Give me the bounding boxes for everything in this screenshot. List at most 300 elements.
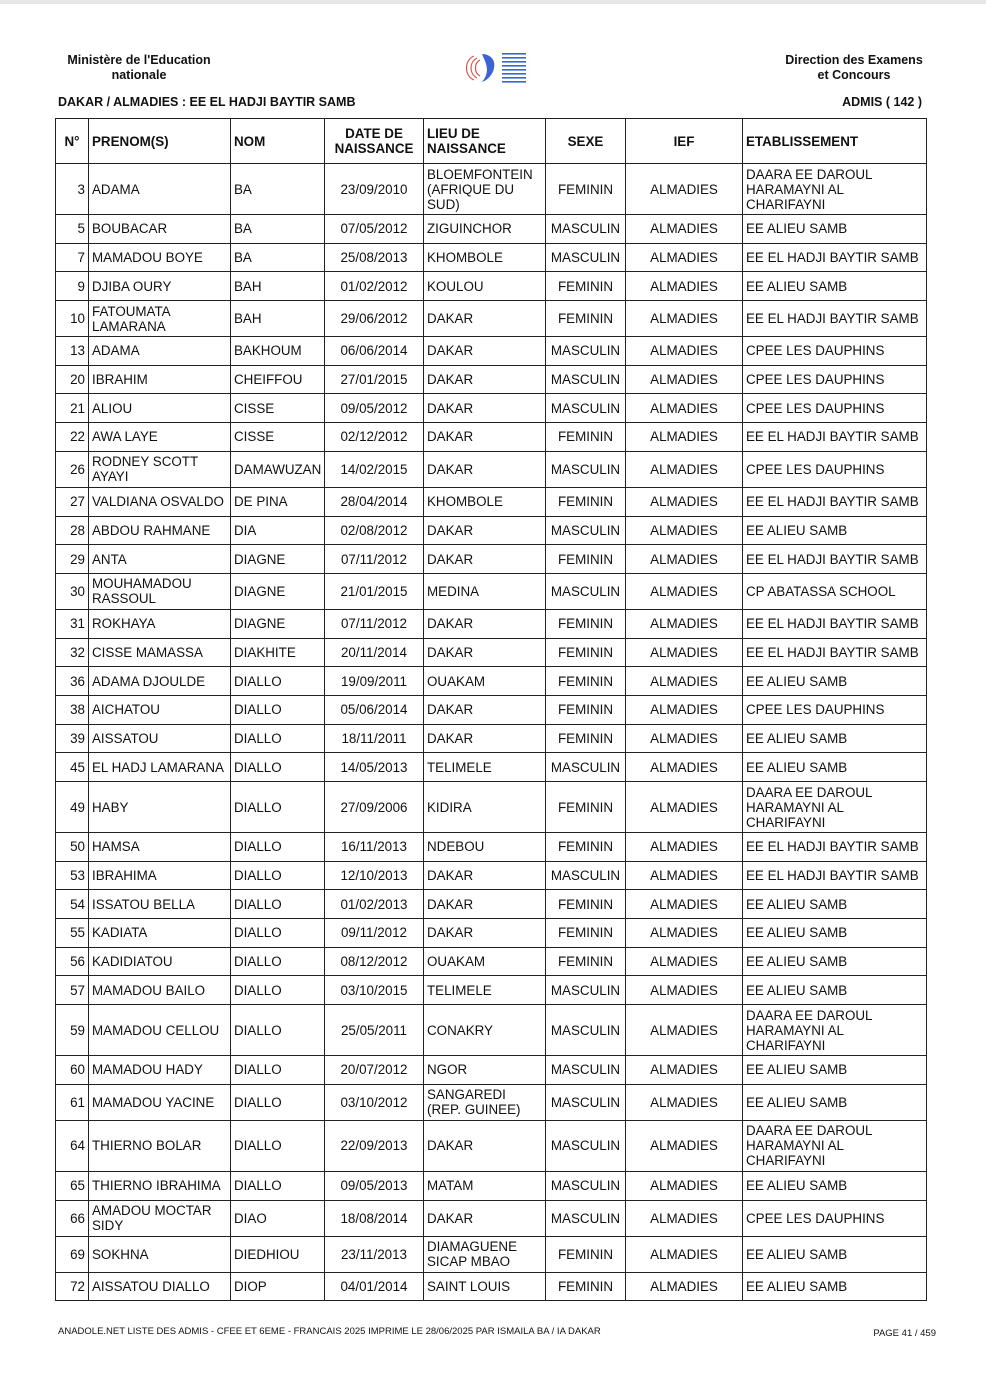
cell-nom: DIALLO [231,1120,325,1171]
table-row [56,365,927,394]
cell-etablissement: EE ALIEU SAMB [743,215,927,244]
cell-lieu: DAKAR [424,724,546,753]
admis-table [55,118,927,1301]
cell-date: 20/07/2012 [325,1056,424,1085]
cell-etablissement: EE ALIEU SAMB [743,272,927,301]
cell-num: 69 [56,1236,89,1272]
cell-ief: ALMADIES [626,365,743,394]
cell-num: 56 [56,947,89,976]
cell-num: 55 [56,919,89,948]
cell-lieu: DAKAR [424,545,546,574]
cell-sexe: MASCULIN [546,1200,626,1236]
cell-ief: ALMADIES [626,516,743,545]
cell-etablissement: DAARA EE DAROUL HARAMAYNI AL CHARIFAYNI [743,164,927,215]
cell-date: 02/12/2012 [325,423,424,452]
cell-nom: DIALLO [231,976,325,1005]
table-row [56,1084,927,1120]
cell-date: 25/05/2011 [325,1005,424,1056]
cell-etablissement: EE ALIEU SAMB [743,947,927,976]
cell-lieu: DAKAR [424,695,546,724]
table-row [56,947,927,976]
cell-prenom: THIERNO IBRAHIMA [89,1171,231,1200]
cell-nom: DIALLO [231,1171,325,1200]
ministry-line-1: Ministère de l'Education [67,53,211,67]
cell-prenom: AISSATOU [89,724,231,753]
cell-etablissement: DAARA EE DAROUL HARAMAYNI AL CHARIFAYNI [743,1120,927,1171]
cell-sexe: MASCULIN [546,215,626,244]
cell-lieu: KHOMBOLE [424,243,546,272]
cell-sexe: FEMININ [546,919,626,948]
cell-date: 02/08/2012 [325,516,424,545]
cell-date: 12/10/2013 [325,861,424,890]
cell-etablissement: EE ALIEU SAMB [743,1272,927,1301]
cell-num: 13 [56,337,89,366]
cell-ief: ALMADIES [626,337,743,366]
cell-prenom: RODNEY SCOTT AYAYI [89,451,231,487]
cell-lieu: SANGAREDI (REP. GUINEE) [424,1084,546,1120]
ministry-name [56,53,222,83]
cell-ief: ALMADIES [626,1236,743,1272]
col-header-prenom: PRENOM(S) [89,119,231,164]
cell-num: 30 [56,573,89,609]
cell-nom: DIALLO [231,1084,325,1120]
table-row [56,337,927,366]
cell-sexe: MASCULIN [546,365,626,394]
cell-lieu: DAKAR [424,423,546,452]
cell-etablissement: EE ALIEU SAMB [743,1236,927,1272]
table-row [56,861,927,890]
cell-nom: DIALLO [231,753,325,782]
cell-sexe: MASCULIN [546,573,626,609]
cell-date: 22/09/2013 [325,1120,424,1171]
footer-page-number: PAGE 41 / 459 [873,1328,936,1339]
cell-nom: DIALLO [231,890,325,919]
cell-nom: DIALLO [231,782,325,833]
cell-nom: DIOP [231,1272,325,1301]
cell-sexe: MASCULIN [546,1084,626,1120]
table-row [56,545,927,574]
cell-prenom: FATOUMATA LAMARANA [89,301,231,337]
table-row [56,833,927,862]
cell-num: 9 [56,272,89,301]
cell-etablissement: EE ALIEU SAMB [743,976,927,1005]
cell-ief: ALMADIES [626,1005,743,1056]
col-header-lieu-line1: LIEU DE [427,126,480,141]
cell-date: 08/12/2012 [325,947,424,976]
table-row [56,890,927,919]
cell-lieu: DAKAR [424,451,546,487]
cell-prenom: BOUBACAR [89,215,231,244]
cell-date: 06/06/2014 [325,337,424,366]
cell-num: 3 [56,164,89,215]
cell-ief: ALMADIES [626,164,743,215]
cell-sexe: FEMININ [546,272,626,301]
cell-lieu: NDEBOU [424,833,546,862]
top-band [0,0,986,4]
cell-ief: ALMADIES [626,890,743,919]
cell-prenom: KADIATA [89,919,231,948]
cell-etablissement: EE ALIEU SAMB [743,919,927,948]
cell-prenom: CISSE MAMASSA [89,638,231,667]
cell-sexe: MASCULIN [546,976,626,1005]
cell-prenom: MOUHAMADOU RASSOUL [89,573,231,609]
cell-nom: DIALLO [231,695,325,724]
cell-sexe: FEMININ [546,833,626,862]
table-row [56,215,927,244]
cell-nom: BA [231,243,325,272]
cell-nom: DIALLO [231,1005,325,1056]
cell-prenom: THIERNO BOLAR [89,1120,231,1171]
cell-ief: ALMADIES [626,272,743,301]
cell-etablissement: EE EL HADJI BAYTIR SAMB [743,638,927,667]
cell-lieu: TELIMELE [424,976,546,1005]
cell-nom: CHEIFFOU [231,365,325,394]
cell-prenom: DJIBA OURY [89,272,231,301]
cell-prenom: HABY [89,782,231,833]
cell-nom: BA [231,215,325,244]
cell-prenom: VALDIANA OSVALDO [89,487,231,516]
cell-date: 14/02/2015 [325,451,424,487]
cell-lieu: DAKAR [424,1120,546,1171]
cell-ief: ALMADIES [626,753,743,782]
col-header-ief: IEF [626,119,743,164]
table-row [56,1056,927,1085]
cell-nom: BA [231,164,325,215]
cell-date: 16/11/2013 [325,833,424,862]
cell-num: 66 [56,1200,89,1236]
cell-nom: DAMAWUZAN [231,451,325,487]
cell-sexe: MASCULIN [546,861,626,890]
cell-date: 04/01/2014 [325,1272,424,1301]
cell-date: 18/08/2014 [325,1200,424,1236]
cell-ief: ALMADIES [626,667,743,696]
cell-nom: DIALLO [231,833,325,862]
cell-date: 01/02/2012 [325,272,424,301]
col-header-lieu [424,119,546,164]
cell-etablissement: CPEE LES DAUPHINS [743,451,927,487]
cell-nom: DE PINA [231,487,325,516]
admis-count: ADMIS ( 142 ) [842,95,922,109]
cell-num: 38 [56,695,89,724]
col-header-sexe: SEXE [546,119,626,164]
cell-num: 7 [56,243,89,272]
cell-date: 07/05/2012 [325,215,424,244]
cell-lieu: SAINT LOUIS [424,1272,546,1301]
cell-nom: DIAO [231,1200,325,1236]
ministry-logo-icon [460,50,528,86]
cell-ief: ALMADIES [626,919,743,948]
cell-nom: DIAKHITE [231,638,325,667]
cell-lieu: DIAMAGUENE SICAP MBAO [424,1236,546,1272]
cell-prenom: MAMADOU CELLOU [89,1005,231,1056]
cell-sexe: FEMININ [546,695,626,724]
cell-lieu: ZIGUINCHOR [424,215,546,244]
cell-etablissement: CPEE LES DAUPHINS [743,394,927,423]
cell-lieu: BLOEMFONTEIN (AFRIQUE DU SUD) [424,164,546,215]
cell-prenom: ADAMA DJOULDE [89,667,231,696]
cell-num: 28 [56,516,89,545]
cell-prenom: ABDOU RAHMANE [89,516,231,545]
cell-etablissement: EE EL HADJI BAYTIR SAMB [743,545,927,574]
col-header-date [325,119,424,164]
cell-ief: ALMADIES [626,301,743,337]
cell-prenom: KADIDIATOU [89,947,231,976]
cell-num: 49 [56,782,89,833]
cell-num: 57 [56,976,89,1005]
cell-num: 50 [56,833,89,862]
cell-date: 29/06/2012 [325,301,424,337]
table-header-row [56,119,927,164]
cell-num: 61 [56,1084,89,1120]
cell-num: 54 [56,890,89,919]
cell-etablissement: CPEE LES DAUPHINS [743,1200,927,1236]
cell-num: 26 [56,451,89,487]
cell-lieu: DAKAR [424,516,546,545]
cell-date: 21/01/2015 [325,573,424,609]
cell-sexe: FEMININ [546,782,626,833]
cell-date: 05/06/2014 [325,695,424,724]
cell-sexe: FEMININ [546,164,626,215]
table-row [56,638,927,667]
cell-date: 19/09/2011 [325,667,424,696]
table-row [56,1272,927,1301]
table-row [56,1171,927,1200]
cell-num: 29 [56,545,89,574]
cell-prenom: SOKHNA [89,1236,231,1272]
cell-ief: ALMADIES [626,724,743,753]
cell-etablissement: DAARA EE DAROUL HARAMAYNI AL CHARIFAYNI [743,782,927,833]
cell-prenom: IBRAHIM [89,365,231,394]
cell-date: 07/11/2012 [325,545,424,574]
cell-etablissement: EE EL HADJI BAYTIR SAMB [743,861,927,890]
cell-nom: CISSE [231,394,325,423]
cell-num: 60 [56,1056,89,1085]
cell-lieu: NGOR [424,1056,546,1085]
cell-sexe: FEMININ [546,890,626,919]
table-row [56,667,927,696]
cell-nom: BAKHOUM [231,337,325,366]
cell-num: 32 [56,638,89,667]
cell-etablissement: EE ALIEU SAMB [743,1056,927,1085]
table-row [56,243,927,272]
cell-ief: ALMADIES [626,243,743,272]
direction-line-2: et Concours [817,68,891,82]
cell-ief: ALMADIES [626,1200,743,1236]
table-row [56,1200,927,1236]
table-row [56,573,927,609]
cell-ief: ALMADIES [626,976,743,1005]
table-body [56,164,927,1301]
cell-nom: DIALLO [231,1056,325,1085]
cell-nom: DIA [231,516,325,545]
col-header-date-line2: NAISSANCE [334,141,414,156]
cell-date: 23/09/2010 [325,164,424,215]
cell-num: 59 [56,1005,89,1056]
cell-sexe: FEMININ [546,724,626,753]
cell-lieu: DAKAR [424,394,546,423]
cell-prenom: AMADOU MOCTAR SIDY [89,1200,231,1236]
cell-nom: CISSE [231,423,325,452]
table-row [56,272,927,301]
cell-etablissement: CPEE LES DAUPHINS [743,337,927,366]
cell-ief: ALMADIES [626,1272,743,1301]
cell-lieu: KIDIRA [424,782,546,833]
cell-date: 09/11/2012 [325,919,424,948]
cell-prenom: AICHATOU [89,695,231,724]
cell-lieu: OUAKAM [424,667,546,696]
cell-ief: ALMADIES [626,423,743,452]
cell-nom: DIALLO [231,667,325,696]
cell-date: 27/09/2006 [325,782,424,833]
cell-ief: ALMADIES [626,545,743,574]
cell-nom: BAH [231,301,325,337]
cell-lieu: DAKAR [424,890,546,919]
cell-sexe: FEMININ [546,487,626,516]
cell-prenom: MAMADOU YACINE [89,1084,231,1120]
cell-prenom: ADAMA [89,337,231,366]
cell-lieu: DAKAR [424,609,546,638]
cell-etablissement: EE EL HADJI BAYTIR SAMB [743,243,927,272]
cell-date: 18/11/2011 [325,724,424,753]
cell-prenom: ISSATOU BELLA [89,890,231,919]
cell-lieu: KOULOU [424,272,546,301]
cell-sexe: MASCULIN [546,1120,626,1171]
cell-etablissement: EE ALIEU SAMB [743,516,927,545]
cell-lieu: DAKAR [424,301,546,337]
cell-num: 20 [56,365,89,394]
cell-nom: DIEDHIOU [231,1236,325,1272]
cell-sexe: FEMININ [546,638,626,667]
table-row [56,516,927,545]
cell-sexe: FEMININ [546,947,626,976]
cell-lieu: DAKAR [424,365,546,394]
cell-num: 39 [56,724,89,753]
cell-ief: ALMADIES [626,1056,743,1085]
cell-lieu: DAKAR [424,919,546,948]
cell-date: 25/08/2013 [325,243,424,272]
cell-prenom: ROKHAYA [89,609,231,638]
center-title: DAKAR / ALMADIES : EE EL HADJI BAYTIR SAMB [58,95,356,109]
cell-lieu: DAKAR [424,638,546,667]
cell-num: 31 [56,609,89,638]
cell-lieu: DAKAR [424,1200,546,1236]
cell-sexe: MASCULIN [546,394,626,423]
table-row [56,753,927,782]
cell-ief: ALMADIES [626,609,743,638]
cell-etablissement: EE EL HADJI BAYTIR SAMB [743,423,927,452]
cell-etablissement: EE EL HADJI BAYTIR SAMB [743,833,927,862]
table-row [56,451,927,487]
cell-ief: ALMADIES [626,215,743,244]
cell-prenom: ADAMA [89,164,231,215]
cell-prenom: EL HADJ LAMARANA [89,753,231,782]
cell-num: 21 [56,394,89,423]
cell-sexe: FEMININ [546,667,626,696]
cell-etablissement: CPEE LES DAUPHINS [743,365,927,394]
table-row [56,695,927,724]
cell-ief: ALMADIES [626,782,743,833]
table-row [56,724,927,753]
col-header-lieu-line2: NAISSANCE [427,141,506,156]
cell-ief: ALMADIES [626,1120,743,1171]
cell-sexe: MASCULIN [546,516,626,545]
cell-nom: DIAGNE [231,545,325,574]
cell-num: 53 [56,861,89,890]
table-row [56,1005,927,1056]
cell-lieu: CONAKRY [424,1005,546,1056]
cell-lieu: TELIMELE [424,753,546,782]
ministry-line-2: nationale [111,68,167,82]
col-header-etablissement: ETABLISSEMENT [743,119,927,164]
cell-ief: ALMADIES [626,487,743,516]
table-row [56,394,927,423]
cell-ief: ALMADIES [626,947,743,976]
cell-etablissement: EE EL HADJI BAYTIR SAMB [743,487,927,516]
cell-etablissement: EE ALIEU SAMB [743,890,927,919]
cell-etablissement: EE EL HADJI BAYTIR SAMB [743,301,927,337]
table-row [56,164,927,215]
table-row [56,782,927,833]
cell-sexe: MASCULIN [546,753,626,782]
cell-num: 45 [56,753,89,782]
cell-nom: DIALLO [231,861,325,890]
cell-date: 28/04/2014 [325,487,424,516]
cell-date: 03/10/2015 [325,976,424,1005]
cell-date: 09/05/2013 [325,1171,424,1200]
cell-prenom: AISSATOU DIALLO [89,1272,231,1301]
table-row [56,1120,927,1171]
table-row [56,301,927,337]
cell-ief: ALMADIES [626,695,743,724]
cell-sexe: MASCULIN [546,243,626,272]
cell-sexe: FEMININ [546,301,626,337]
direction-line-1: Direction des Examens [785,53,923,67]
cell-lieu: MATAM [424,1171,546,1200]
cell-etablissement: EE ALIEU SAMB [743,1171,927,1200]
cell-date: 03/10/2012 [325,1084,424,1120]
cell-lieu: DAKAR [424,337,546,366]
cell-ief: ALMADIES [626,1171,743,1200]
cell-prenom: ANTA [89,545,231,574]
cell-etablissement: DAARA EE DAROUL HARAMAYNI AL CHARIFAYNI [743,1005,927,1056]
cell-etablissement: EE ALIEU SAMB [743,753,927,782]
cell-num: 22 [56,423,89,452]
cell-lieu: OUAKAM [424,947,546,976]
cell-etablissement: EE EL HADJI BAYTIR SAMB [743,609,927,638]
cell-ief: ALMADIES [626,638,743,667]
col-header-nom: NOM [231,119,325,164]
cell-sexe: MASCULIN [546,1056,626,1085]
cell-ief: ALMADIES [626,573,743,609]
cell-date: 09/05/2012 [325,394,424,423]
cell-sexe: FEMININ [546,609,626,638]
table-row [56,1236,927,1272]
cell-nom: BAH [231,272,325,301]
cell-sexe: FEMININ [546,1236,626,1272]
cell-date: 20/11/2014 [325,638,424,667]
cell-num: 72 [56,1272,89,1301]
cell-num: 65 [56,1171,89,1200]
direction-name [770,53,938,83]
cell-etablissement: EE ALIEU SAMB [743,667,927,696]
cell-lieu: MEDINA [424,573,546,609]
cell-prenom: MAMADOU BOYE [89,243,231,272]
cell-sexe: MASCULIN [546,337,626,366]
cell-etablissement: CP ABATASSA SCHOOL [743,573,927,609]
table-row [56,976,927,1005]
cell-ief: ALMADIES [626,861,743,890]
cell-sexe: FEMININ [546,1272,626,1301]
